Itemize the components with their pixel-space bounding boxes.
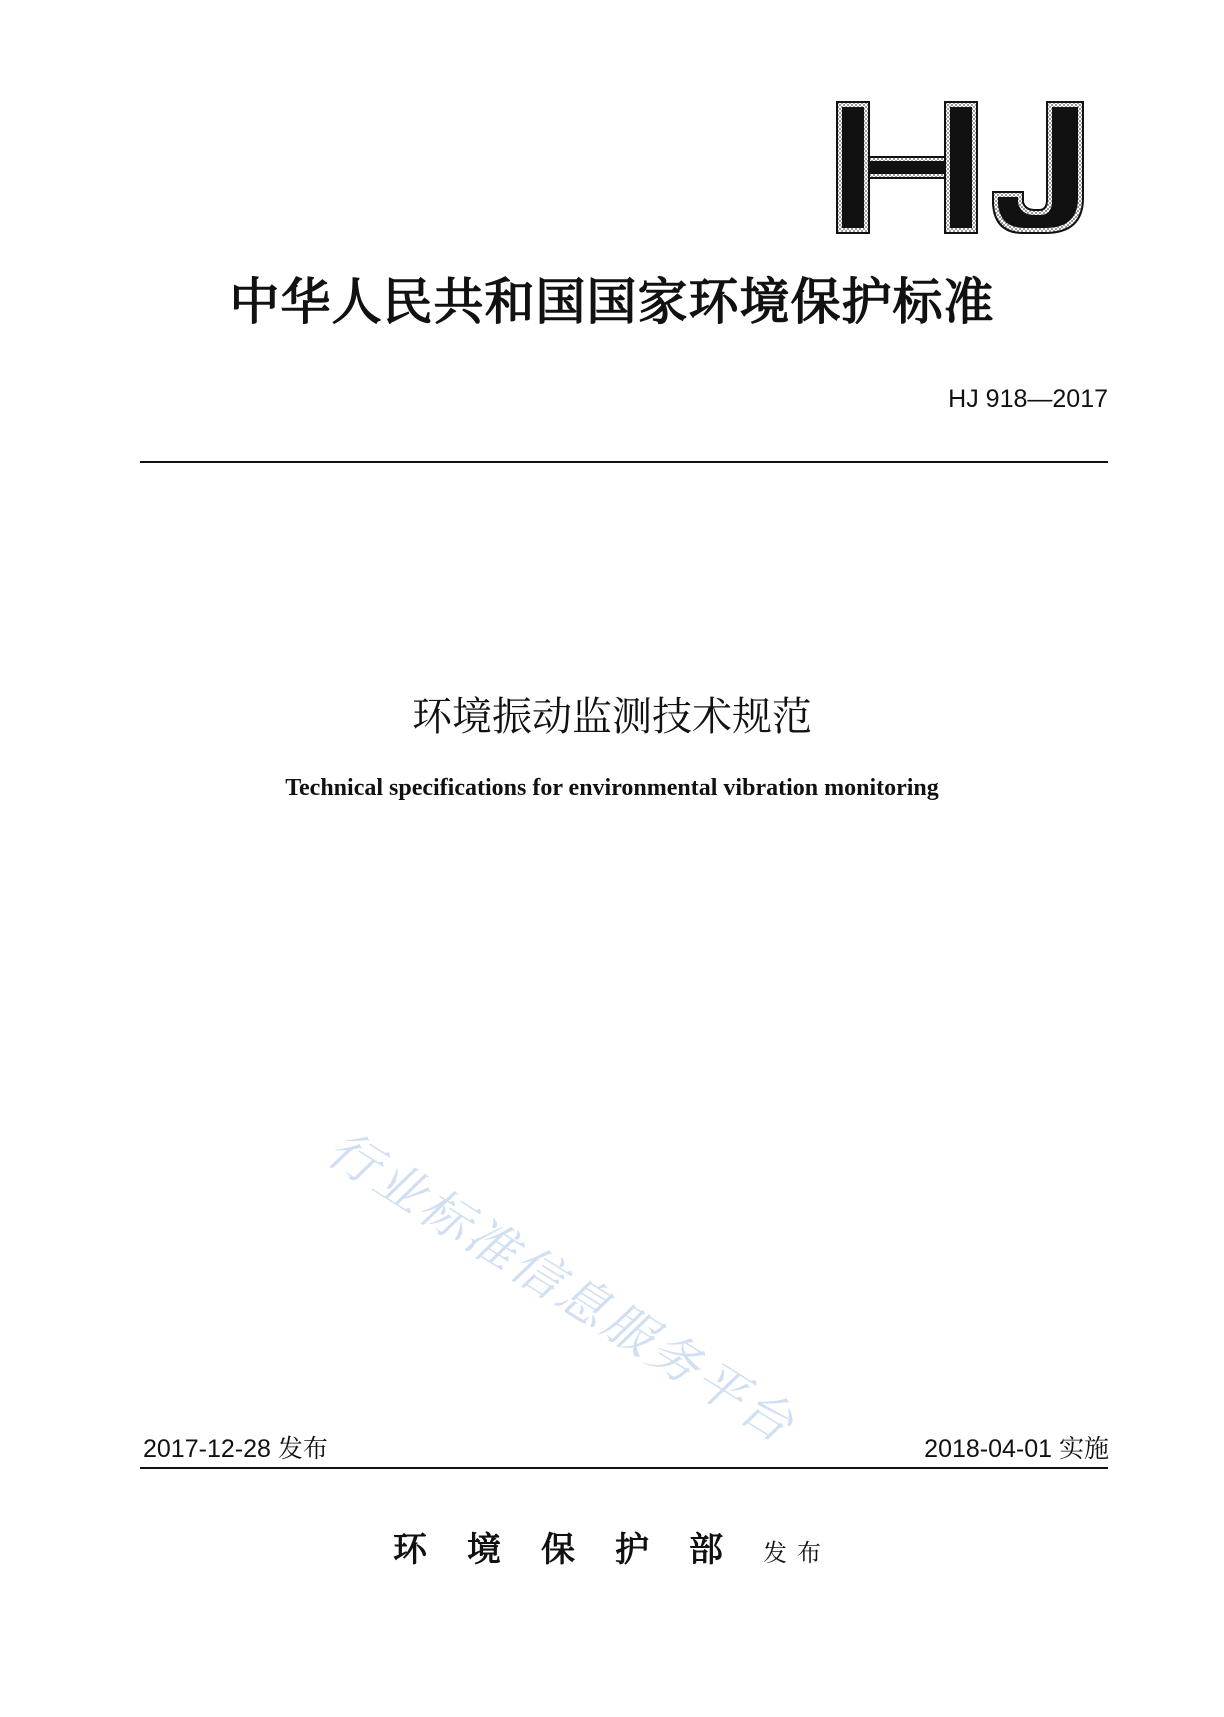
standard-category-title: 中华人民共和国国家环境保护标准 (229, 272, 995, 331)
issue-date: 2017-12-28 发布 (143, 1435, 328, 1463)
hj-logo-icon (835, 100, 1085, 235)
watermark: 行业标准信息服务平台 (317, 1119, 807, 1456)
standard-code: HJ 918—2017 (948, 385, 1108, 413)
issuer-verb: 发布 (763, 1539, 831, 1567)
document-title-cn: 环境振动监测技术规范 (412, 694, 812, 740)
issuer-line (0, 1522, 1224, 1571)
bottom-divider (140, 1467, 1108, 1469)
effective-date: 2018-04-01 实施 (924, 1435, 1109, 1463)
issuer-name: 环境保护部 (393, 1530, 763, 1570)
top-divider (140, 461, 1108, 463)
document-title-en: Technical specifications for environmental vibration monitoring (285, 775, 939, 801)
